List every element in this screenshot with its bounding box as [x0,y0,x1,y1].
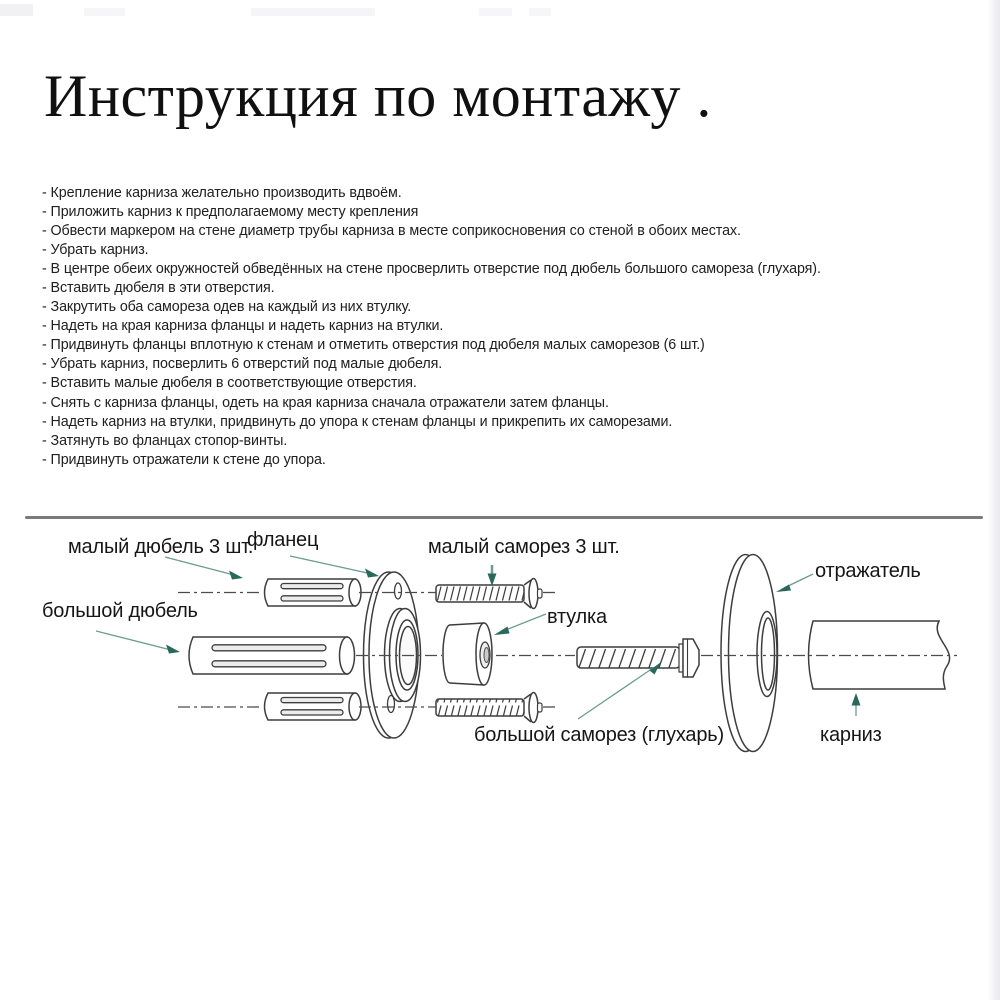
scan-artifact [251,8,375,16]
big-dowel-drawing [189,637,355,674]
small-dowel-top-drawing [265,579,362,606]
instruction-line: - Затянуть во фланцах стопор-винты. [42,432,288,449]
cornice-label: карниз [820,724,882,746]
reflector-drawing [721,555,778,752]
scan-artifact [0,4,33,16]
lag-screw-arrow [578,668,653,719]
instruction-line: - Убрать карниз, посверлить 6 отверстий под малые дюбеля. [42,356,443,373]
instruction-line: - Надеть на края карниза фланцы и надеть карниз на втулки. [42,318,444,335]
instruction-line: - Снять с карниза фланцы, одеть на края карниза сначала отражатели затем фланцы. [42,394,609,411]
small-screw-bottom-drawing [436,693,542,723]
small-screw-top-drawing [436,579,542,609]
scan-artifact [479,8,512,16]
instruction-line: - Приложить карниз к предполагаемому месту крепления [42,204,419,221]
arrowhead [488,574,497,587]
small-dowel-bottom-drawing [265,693,362,720]
flange-label: фланец [247,529,319,551]
instructions-list [42,184,872,470]
page-edge-shadow [987,0,1000,1000]
big-dowel-label: большой дюбель [42,600,198,622]
instruction-line: - В центре обеих окружностей обведённых на стене просверлить отверстие под дюбель большого самореза (глухаря). [42,261,821,278]
arrowhead [166,645,180,654]
instruction-line: - Вставить дюбеля в эти отверстия. [42,280,275,297]
arrowhead [776,585,791,593]
page-title: Инструкция по монтажу . [44,63,712,129]
instruction-line: - Закрутить оба самореза одев на каждый из них втулку. [42,299,412,316]
arrowhead [494,627,510,636]
small-dowel-label: малый дюбель 3 шт. [68,536,254,558]
lag-screw-drawing [577,639,699,677]
instruction-line: - Вставить малые дюбеля в соответствующие отверстия. [42,375,417,392]
bushing-arrow [503,614,546,631]
instruction-line: - Надеть карниз на втулки, придвинуть до упора к стенам фланцы и прикрепить их саморезами. [42,413,673,430]
bushing-label: втулка [547,606,607,628]
big-dowel-arrow [96,631,171,650]
arrowhead [852,693,861,706]
instruction-line: - Придвинуть отражатели к стене до упора. [42,451,326,468]
arrowhead [365,569,379,578]
instruction-line: - Придвинуть фланцы вплотную к стенам и отметить отверстия под дюбеля малых саморезов (6 шт.) [42,337,705,354]
small-screw-label: малый саморез 3 шт. [428,536,620,558]
instruction-line: - Убрать карниз. [42,242,149,259]
scan-artifact [529,8,551,16]
flange-arrow [290,556,372,574]
small-dowel-arrow [165,557,234,575]
lag-screw-label: большой саморез (глухарь) [474,724,724,746]
reflector-label: отражатель [815,560,921,582]
section-divider [25,516,983,519]
instruction-line: - Обвести маркером на стене диаметр трубы карниза в месте соприкосновения со стеной в обоих местах. [42,223,741,240]
scan-artifact [84,8,125,16]
instruction-line: - Крепление карниза желательно производить вдвоём. [42,185,402,201]
arrowhead [229,571,243,580]
bushing-drawing [443,623,492,685]
